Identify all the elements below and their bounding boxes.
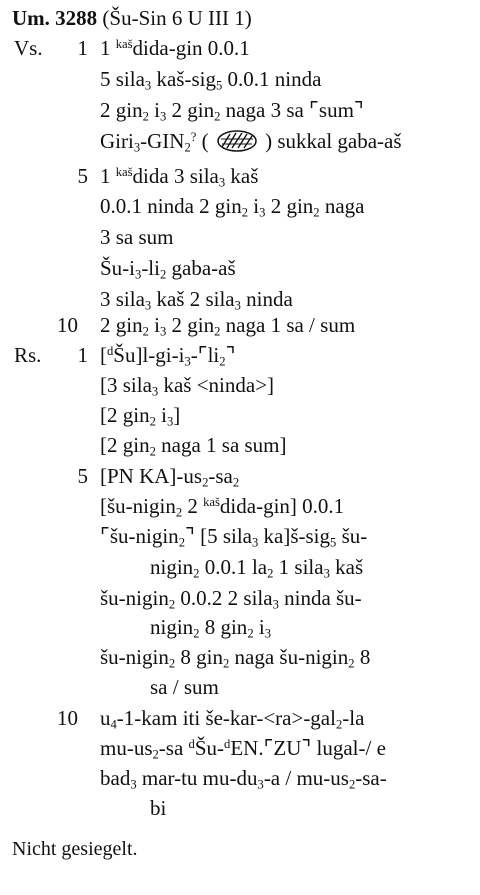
transliteration-line: šu-nigin$_2$ 0.0.2 2 sila$_3$ ninda šu- [100,586,362,612]
transliteration-line: 2 gin$_2$ $i_3$ 2 gin$_2$ naga 3 sa ⌜sum⌝ [100,98,364,124]
transliteration-line: šu-nigin$_2$ 8 gin$_2$ naga šu-nigin$_2$ 8 [100,645,371,671]
transliteration-line: bi [150,796,167,820]
line-number: 5 [77,164,88,188]
document-header [12,6,252,31]
tablet-date: (Šu-Sin 6 U III 1) [102,6,252,30]
transliteration-line: [2 gin$_2$ naga 1 sa sum] [100,433,287,459]
transliteration-line: ⌜šu-nigin$_2$⌝ [5 sila$_3$ ka]š-sig$_5$ šu- [100,524,368,550]
damaged-sign-icon [216,129,258,153]
transliteration-line: $u_4-1$-kam iti še-kar-<ra>-gal$_2$-la [100,706,365,732]
transliteration-line: 3 sa sum [100,225,174,249]
transliteration-line: 0.0.1 ninda 2 gin$_2$ $i_3$ 2 gin$_2$ naga [100,194,365,220]
line-number: 5 [77,464,88,488]
transliteration-line: $Giri_3-GIN_2^?$ ( ) sukkal gaba-aš [100,129,402,155]
transliteration-line: $[^dŠu]l-gi-i_3-⌜li_2⌝$ [100,343,236,369]
transliteration-line: 5 sila$_3$ kaš-sig$_5$ 0.0.1 ninda [100,67,322,93]
transliteration-line: 1 $^{kaš}$dida 3 sila$_3$ kaš [100,164,259,190]
transliteration-line: 2 gin$_2$ $i_3$ 2 gin$_2$ naga 1 sa / sum [100,313,356,339]
transliteration-line: [šu-nigin$_2$ 2 $^{kaš}$dida-gin] 0.0.1 [100,494,345,520]
transliteration-line: sa / sum [150,675,219,699]
transliteration-line: [2 gin$_2$ $i_3$] [100,403,181,429]
line-number: 10 [57,313,78,337]
transliteration-line: 1 $^{kaš}$dida-gin 0.0.1 [100,36,250,60]
line-number: 10 [57,706,78,730]
transliteration-line: nigin$_2$ 8 gin$_2$ $i_3$ [150,615,271,641]
transliteration-line: 3 sila$_3$ kaš 2 sila$_3$ ninda [100,287,293,313]
transliteration-line: [3 sila$_3$ kaš <ninda>] [100,373,275,399]
transliteration-line: $mu-us_2-sa$ $^d$Šu-$^d$EN.⌜ZU⌝ lugal-/ e [100,736,386,762]
transliteration-line: $Šu-i_3-li_2$ gaba-aš [100,256,236,282]
line-number: 1 [77,36,88,60]
section-reverse-label: Rs. [14,343,42,367]
tablet-id: Um. 3288 [12,6,98,30]
line-number: 1 [77,343,88,367]
transliteration-line: [PN $KA]-us_2-sa_2$ [100,464,240,490]
seal-note: Nicht gesiegelt. [12,838,138,860]
transliteration-line: nigin$_2$ 0.0.1 $la_2$ 1 sila$_3$ kaš [150,555,364,581]
section-obverse-label: Vs. [14,36,43,60]
transliteration-line: bad$_3$ mar-tu $mu-du_3-a / mu-us_2-sa-$ [100,766,387,792]
